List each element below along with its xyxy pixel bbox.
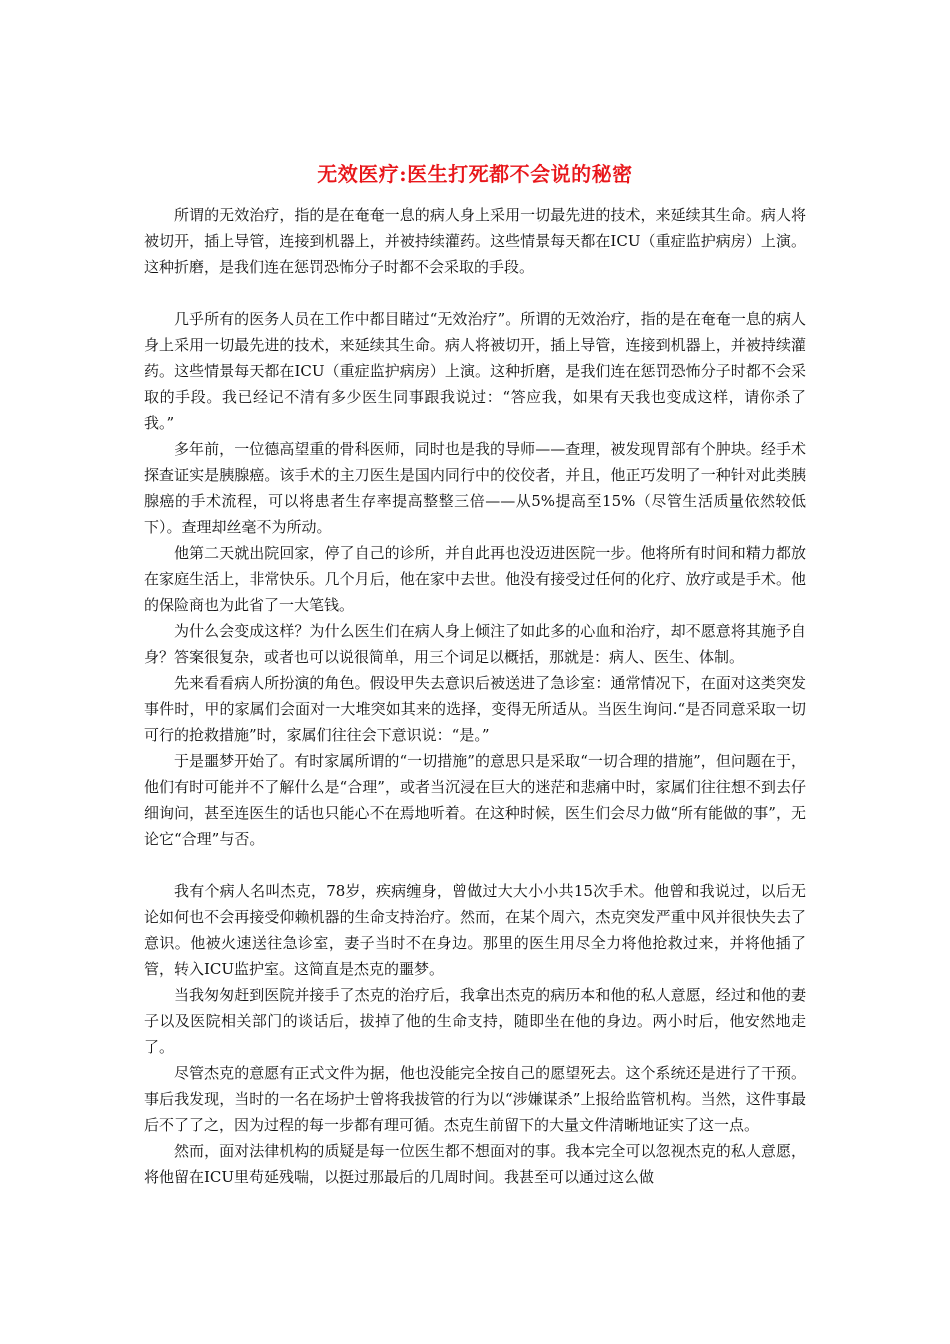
paragraph-gap	[144, 280, 806, 306]
paragraph-gap	[144, 852, 806, 878]
paragraph: 他第二天就出院回家，停了自己的诊所，并自此再也没迈进医院一步。他将所有时间和精力都放在家庭生活上，非常快乐。几个月后，他在家中去世。他没有接受过任何的化疗、放疗或是手术。他的保险商也为此省了一大笔钱。	[144, 544, 806, 614]
paragraph: 几乎所有的医务人员在工作中都目睹过“无效治疗”。所谓的无效治疗，指的是在奄奄一息的病人身上采用一切最先进的技术，来延续其生命。病人将被切开，插上导管，连接到机器上，并被持续灌药。这些情景每天都在ICU（重症监护病房）上演。这种折磨，是我们连在惩罚恐怖分子时都不会采取的手段。我已经记不清有多少医生同事跟我说过：“答应我，如果有天我也变成这样，请你杀了我。”	[144, 310, 806, 432]
paragraph: 所谓的无效治疗，指的是在奄奄一息的病人身上采用一切最先进的技术，来延续其生命。病人将被切开，插上导管，连接到机器上，并被持续灌药。这些情景每天都在ICU（重症监护病房）上演。这种折磨，是我们连在惩罚恐怖分子时都不会采取的手段。	[144, 206, 806, 276]
paragraph: 为什么会变成这样？为什么医生们在病人身上倾注了如此多的心血和治疗，却不愿意将其施予自身？答案很复杂，或者也可以说很简单，用三个词足以概括，那就是：病人、医生、体制。	[144, 622, 806, 666]
paragraph: 我有个病人名叫杰克，78岁，疾病缠身，曾做过大大小小共15次手术。他曾和我说过，以后无论如何也不会再接受仰赖机器的生命支持治疗。然而，在某个周六，杰克突发严重中风并很快失去了意识。他被火速送往急诊室，妻子当时不在身边。那里的医生用尽全力将他抢救过来，并将他插了管，转入ICU监护室。这简直是杰克的噩梦。	[144, 882, 806, 978]
paragraph: 先来看看病人所扮演的角色。假设甲失去意识后被送进了急诊室：通常情况下，在面对这类突发事件时，甲的家属们会面对一大堆突如其来的选择，变得无所适从。当医生询问.“是否同意采取一切可行的抢救措施”时，家属们往往会下意识说：“是。”	[144, 674, 806, 744]
document-body	[144, 202, 806, 1190]
paragraph: 尽管杰克的意愿有正式文件为据，他也没能完全按自己的愿望死去。这个系统还是进行了干预。事后我发现，当时的一名在场护士曾将我拔管的行为以“涉嫌谋杀”上报给监管机构。当然，这件事最后不了了之，因为过程的每一步都有理可循。杰克生前留下的大量文件清晰地证实了这一点。	[144, 1064, 806, 1134]
paragraph: 然而，面对法律机构的质疑是每一位医生都不想面对的事。我本完全可以忽视杰克的私人意愿，将他留在ICU里苟延残喘，以挺过那最后的几周时间。我甚至可以通过这么做	[144, 1142, 806, 1186]
paragraph: 当我匆匆赶到医院并接手了杰克的治疗后，我拿出杰克的病历本和他的私人意愿，经过和他的妻子以及医院相关部门的谈话后，拔掉了他的生命支持，随即坐在他的身边。两小时后，他安然地走了。	[144, 986, 806, 1056]
document-title: 无效医疗:医生打死都不会说的秘密	[317, 162, 633, 186]
paragraph: 多年前，一位德高望重的骨科医师，同时也是我的导师——查理，被发现胃部有个肿块。经手术探查证实是胰腺癌。该手术的主刀医生是国内同行中的佼佼者，并且，他正巧发明了一种针对此类胰腺癌的手术流程，可以将患者生存率提高整整三倍——从5%提高至15%（尽管生活质量依然较低下）。查理却丝毫不为所动。	[144, 440, 806, 536]
paragraph: 于是噩梦开始了。有时家属所谓的“一切措施”的意思只是采取“一切合理的措施”，但问题在于，他们有时可能并不了解什么是“合理”，或者当沉浸在巨大的迷茫和悲痛中时，家属们往往想不到去仔细询问，甚至连医生的话也只能心不在焉地听着。在这种时候，医生们会尽力做“所有能做的事”，无论它“合理”与否。	[144, 752, 806, 848]
